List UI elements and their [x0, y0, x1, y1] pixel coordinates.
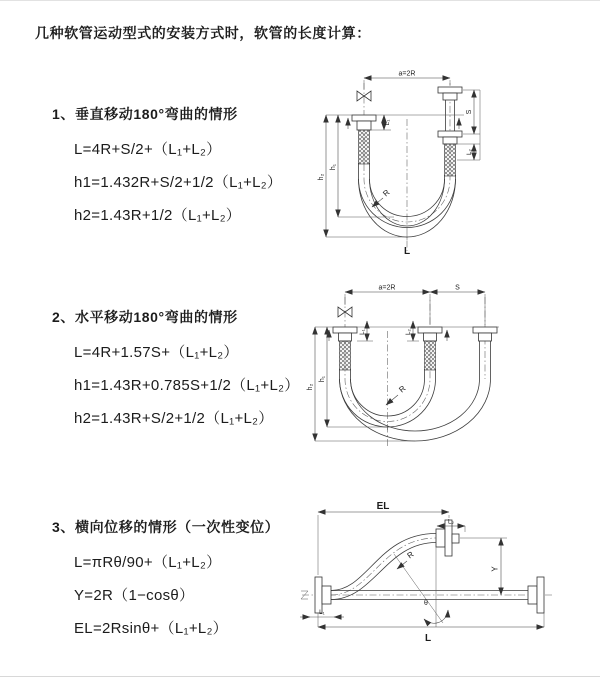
dim-label-y: Y: [490, 566, 500, 572]
formula-line: L=4R+S/2+（L₁+L₂）: [74, 141, 222, 158]
radius-label: R: [397, 383, 408, 395]
radius-label: R: [381, 187, 392, 199]
dim-label-s: S: [455, 284, 460, 292]
dim-label-l1: L₁: [359, 329, 366, 335]
dim-label-a2r: a=2R: [378, 284, 396, 292]
page-title: 几种软管运动型式的安装方式时，软管的长度计算：: [35, 25, 371, 41]
left-pipe-fitting: [333, 327, 357, 370]
left-flange-fitting: [315, 577, 331, 613]
dim-label-l1: L₁: [384, 119, 391, 126]
dim-label-l2: L₂: [448, 518, 454, 526]
dim-label-l2: L₂: [405, 329, 412, 335]
diagram-horizontal-180-bend: [303, 281, 598, 466]
dim-label-l1: L₁: [319, 609, 325, 616]
radius-label: R: [405, 549, 416, 561]
section-lateral-displacement: [52, 517, 279, 645]
middle-pipe-fitting: [418, 327, 442, 370]
dim-label-s: S: [466, 109, 473, 115]
dim-label-h1: h₁: [319, 375, 326, 383]
hose-u-bend-two-positions: [340, 341, 491, 441]
formula-line: EL=2Rsinθ+（L₁+L₂）: [74, 620, 228, 637]
formula-line: h2=1.43R+S/2+1/2（L₁+L₂）: [74, 410, 274, 427]
formula-line: Y=2R（1−cosθ）: [74, 587, 195, 604]
dim-label-a2r: a=2R: [398, 70, 416, 78]
right-flange-fitting: [528, 577, 544, 613]
formula-line: L=πRθ/90+（L₁+L₂）: [74, 554, 222, 571]
dim-label-el: EL: [376, 501, 390, 512]
length-label: L: [403, 246, 411, 257]
dim-label-h2: h₂: [318, 173, 325, 181]
hose-displaced-s-curve: [331, 534, 436, 600]
dim-label-h2: h₂: [307, 383, 314, 391]
right-pipe-fitting: [438, 87, 462, 176]
length-label: L: [424, 633, 432, 644]
section-heading: 2、水平移动180°弯曲的情形: [52, 309, 238, 325]
dim-label-h1: h₁: [330, 163, 337, 171]
formula-line: h1=1.432R+S/2+1/2（L₁+L₂）: [74, 174, 283, 191]
section-vertical-motion: [52, 104, 282, 232]
diagram-vertical-180-bend: [312, 67, 570, 257]
left-pipe-fitting: [352, 115, 376, 164]
formula-line: L=4R+1.57S+（L₁+L₂）: [74, 344, 239, 361]
centerlines: [345, 297, 485, 446]
right-pipe-fitting: [473, 327, 497, 341]
dim-label-l2: L₂: [466, 149, 473, 155]
dimension-lines: [326, 78, 480, 240]
dimension-lines: [300, 512, 544, 627]
diagram-lateral-displacement: [296, 499, 598, 654]
angle-theta-label: θ: [424, 600, 428, 607]
section-horizontal-motion: [52, 307, 300, 435]
formula-line: h2=1.43R+1/2（L₁+L₂）: [74, 207, 242, 224]
section-heading: 3、横向位移的情形（一次性变位）: [52, 519, 280, 535]
formula-line: h1=1.43R+0.785S+1/2（L₁+L₂）: [74, 377, 300, 394]
section-heading: 1、垂直移动180°弯曲的情形: [52, 106, 238, 122]
